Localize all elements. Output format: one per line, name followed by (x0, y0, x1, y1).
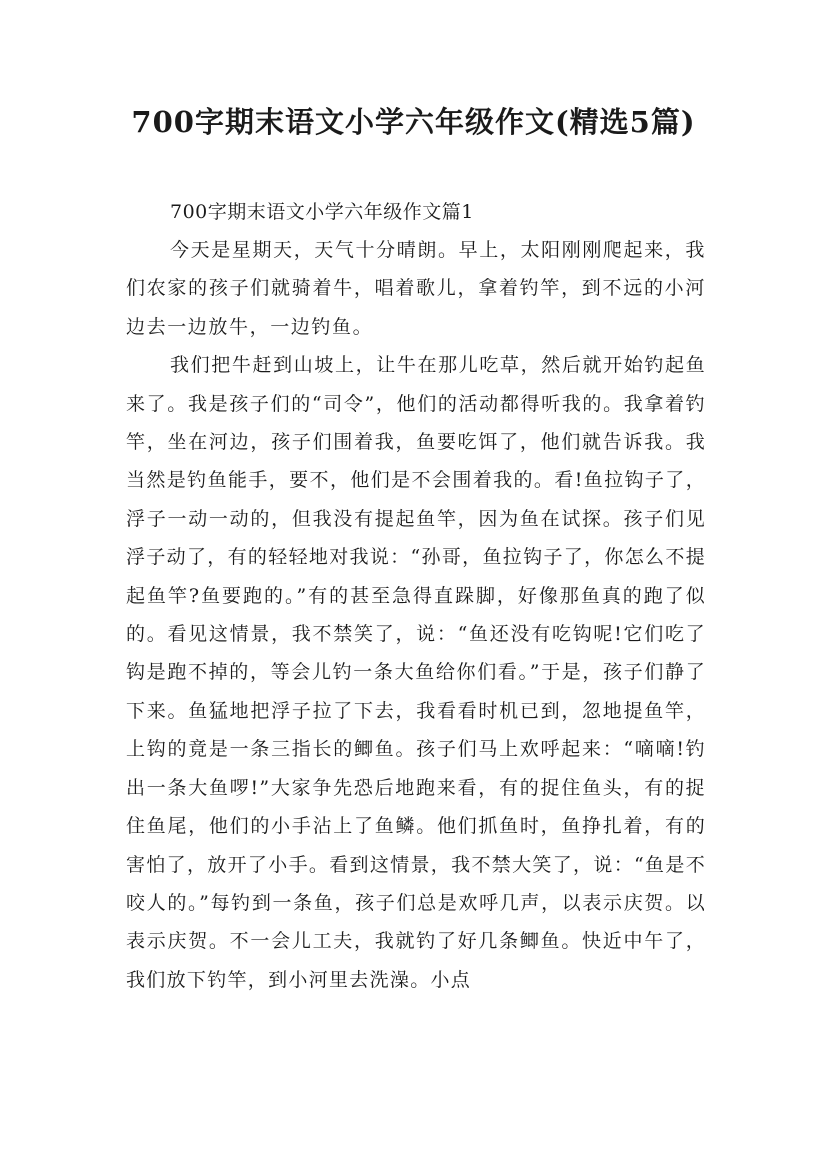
paragraph-2: 我们把牛赶到山坡上，让牛在那儿吃草，然后就开始钓起鱼来了。我是孩子们的“司令”，他们的活动都得听我的。我拿着钓竿，坐在河边，孩子们围着我，鱼要吃饵了，他们就告诉我。我当然是钓鱼能手，要不，他们是不会围着我的。看!鱼拉钩子了，浮子一动一动的，但我没有提起鱼竿，因为鱼在试探。孩子们见浮子动了，有的轻轻地对我说：“孙哥，鱼拉钩子了，你怎么不提起鱼竿?鱼要跑的。”有的甚至急得直跺脚，好像那鱼真的跑了似的。看见这情景，我不禁笑了，说：“鱼还没有吃钩呢!它们吃了钩是跑不掉的，等会儿钓一条大鱼给你们看。”于是，孩子们静了下来。鱼猛地把浮子拉了下去，我看看时机已到，忽地提鱼竿，上钩的竟是一条三指长的鲫鱼。孩子们马上欢呼起来：“嘀嘀!钓出一条大鱼啰!”大家争先恐后地跑来看，有的捉住鱼头，有的捉住鱼尾，他们的小手沾上了鱼鳞。他们抓鱼时，鱼挣扎着，有的害怕了，放开了小手。看到这情景，我不禁大笑了，说：“鱼是不咬人的。”每钓到一条鱼，孩子们总是欢呼几声，以表示庆贺。以表示庆贺。不一会儿工夫，我就钓了好几条鲫鱼。快近中午了，我们放下钓竿，到小河里去洗澡。小点 (126, 354, 706, 991)
document-title: 700字期末语文小学六年级作文(精选5篇) (131, 105, 696, 139)
section-heading: 700字期末语文小学六年级作文篇1 (170, 201, 474, 223)
paragraph-1: 今天是星期天，天气十分晴朗。早上，太阳刚刚爬起来，我们农家的孩子们就骑着牛，唱着歌儿，拿着钓竿，到不远的小河边去一边放牛，一边钓鱼。 (126, 239, 706, 338)
document-body (126, 193, 706, 999)
